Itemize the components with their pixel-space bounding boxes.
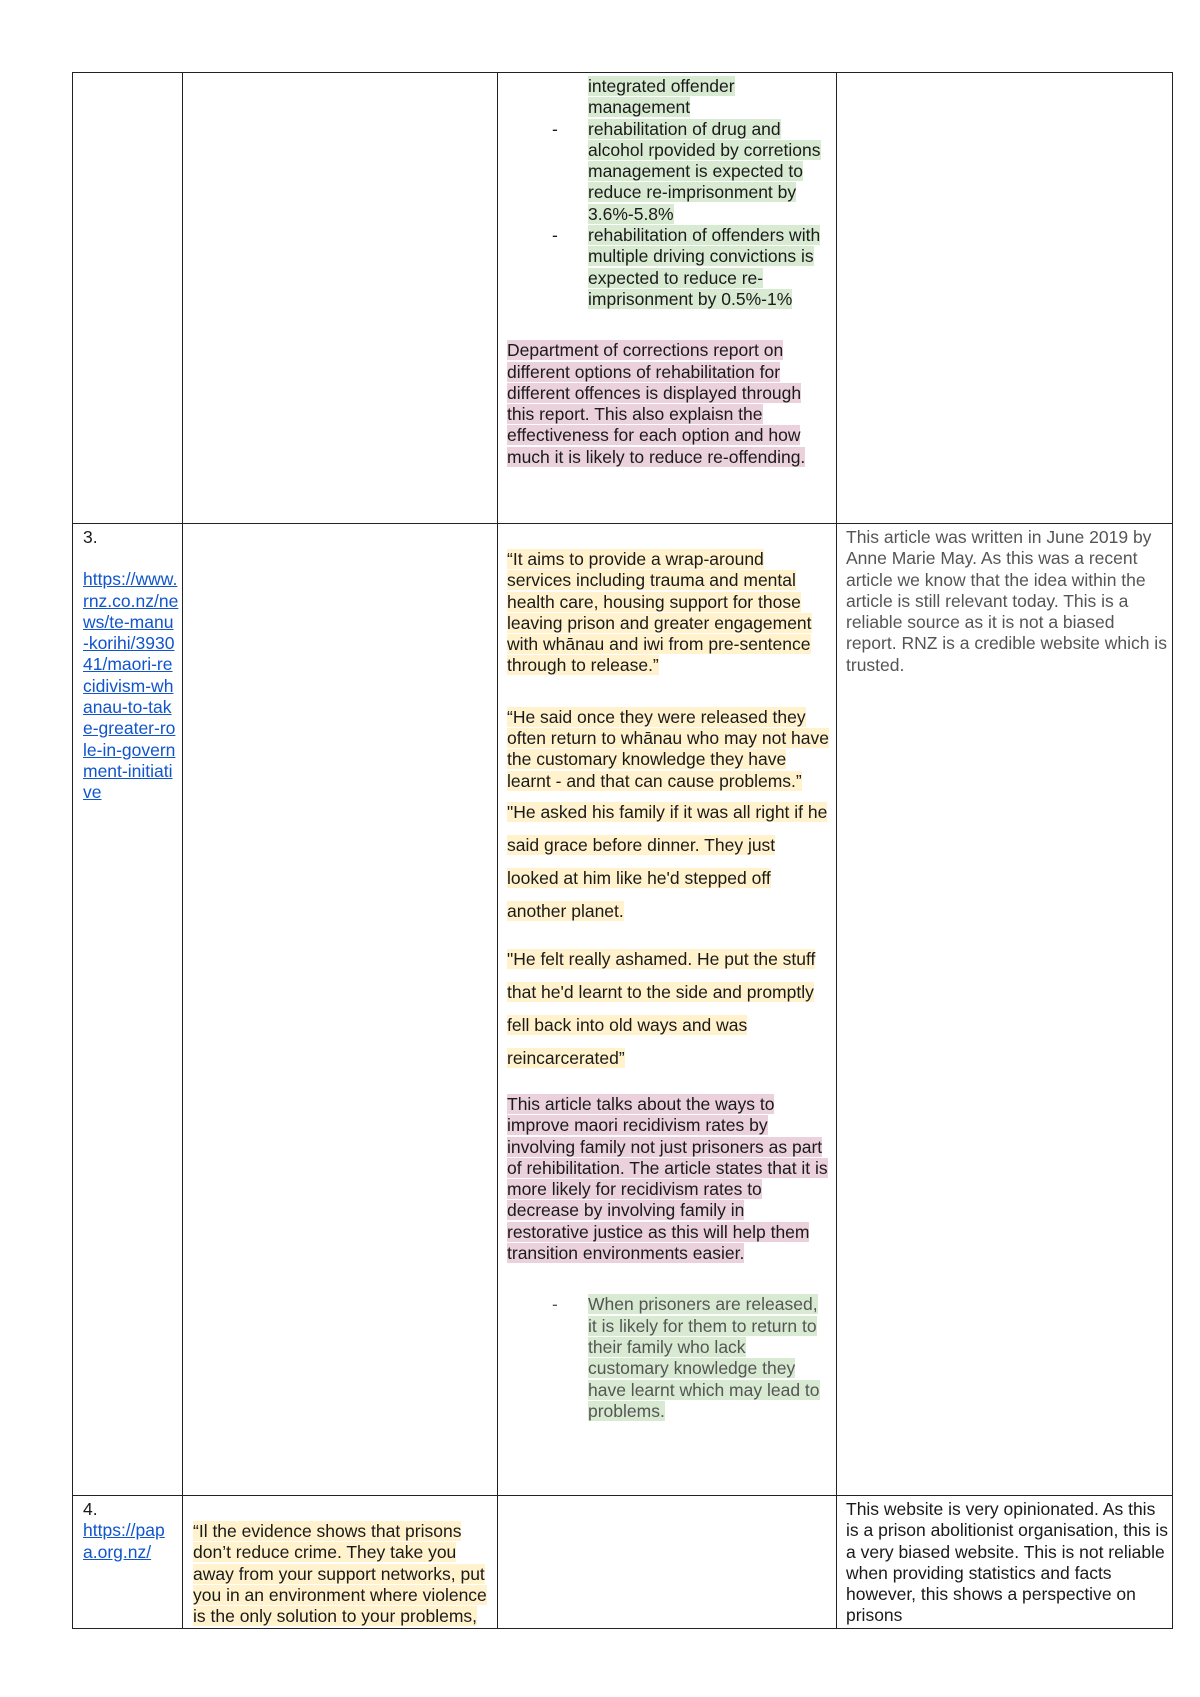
row-number: 3. (83, 527, 98, 547)
row4-evaluation-cell: This website is very opinionated. As this is a prison abolitionist organisation, this is a very biased website. This is not reliable when providing statistics and facts however, this shows a perspective on prisons (846, 1499, 1168, 1626)
column-divider (182, 72, 183, 1629)
summary-paragraph: This article talks about the ways to improve maori recidivism rates by involving family not just prisoners as part of rehibilitation. The article states that it is more likely for recidivism rates to decrease by involving family in restorative justice as this will help them transition environments easier. (507, 1093, 828, 1264)
source-link[interactable]: https://papa.org.nz/ (83, 1520, 165, 1562)
quote-paragraph: “It aims to provide a wrap-around services including trauma and mental health care, housing support for those leaving prison and greater engagement with whānau and iwi from pre-sentence through to release.” (507, 549, 812, 676)
row3-evaluation-cell: This article was written in June 2019 by Anne Marie May. As this was a recent article we know that the idea within the article is still relevant today. This is a reliable source as it is not a biased report. RNZ is a credible website which is trusted. (846, 527, 1167, 675)
row-number: 4. (83, 1499, 98, 1519)
bullet-continuation: integrated offender management (588, 76, 735, 118)
source-link[interactable]: https://www.rnz.co.nz/news/te-manu-korihi/393041/maori-recidivism-whanau-to-take-greater-role-in-government-initiative (83, 569, 179, 803)
row-divider (72, 523, 1173, 524)
bullet-item: - rehabilitation of offenders with multiple driving convictions is expected to reduce re-imprisonment by 0.5%-1% (552, 225, 821, 309)
quote-paragraph: "He asked his family if it was all right if he said grace before dinner. They just looked at him like he'd stepped off another planet. (507, 801, 828, 921)
quote-paragraph: “He said once they were released they often return to whānau who may not have the customary knowledge they have learnt - and that can cause problems.” (507, 706, 830, 791)
bullet-item: - When prisoners are released, it is likely for them to return to their family who lack customary knowledge they have learnt which may lead to problems. (552, 1294, 820, 1421)
row3-notes-cell (507, 549, 830, 1422)
quote-paragraph: "He felt really ashamed. He put the stuff that he'd learnt to the side and promptly fell back into old ways and was reincarcerated” (507, 948, 816, 1068)
row-divider (72, 1495, 1173, 1496)
row4-source-cell (83, 1499, 179, 1563)
row2-notes-cell (507, 76, 830, 468)
row3-source-cell (83, 527, 179, 804)
quote-paragraph: “Il the evidence shows that prisons don’t reduce crime. They take you away from your support networks, put you in an environment where violence is the only solution to your problems, (193, 1521, 487, 1627)
column-divider (836, 72, 837, 1629)
column-divider (497, 72, 498, 1629)
summary-paragraph: Department of corrections report on different options of rehabilitation for different offences is displayed through this report. This also explaisn the effectiveness for each option and how much it is likely to reduce re-offending. (507, 340, 806, 467)
row4-quote-cell (193, 1521, 495, 1627)
bullet-item: - rehabilitation of drug and alcohol rpovided by corretions management is expected to reduce re-imprisonment by 3.6%-5.8% (552, 118, 821, 224)
